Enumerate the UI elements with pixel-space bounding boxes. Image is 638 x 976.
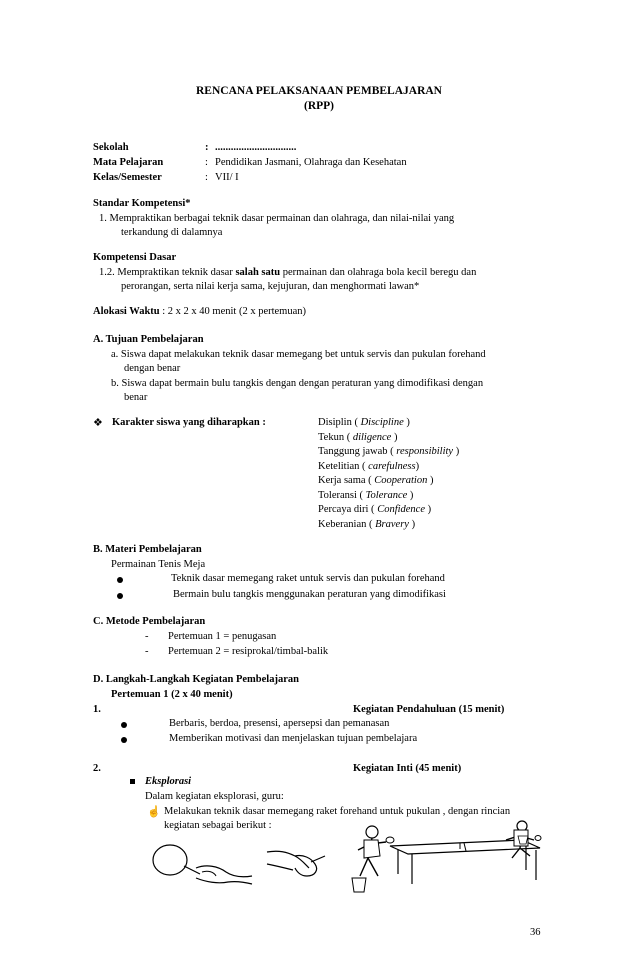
kd-line1: 1.2. Mempraktikan teknik dasar salah satu permainan dan olahraga bola kecil beregu dan bbox=[99, 267, 477, 278]
doc-subtitle: (RPP) bbox=[303, 100, 334, 112]
kd-line2: perorangan, serta nilai kerja sama, kejujuran, dan menghormati lawan* bbox=[121, 281, 420, 292]
square-bullet-icon bbox=[130, 779, 135, 784]
materi-sub: Permainan Tenis Meja bbox=[111, 559, 206, 570]
section-c-heading: C. Metode Pembelajaran bbox=[93, 616, 206, 627]
step1-number: 1. bbox=[93, 704, 101, 715]
karakter-item: Percaya diri ( Confidence ) bbox=[318, 504, 432, 515]
section-d-heading: D. Langkah-Langkah Kegiatan Pembelajaran bbox=[93, 674, 299, 685]
materi-item: Bermain bulu tangkis menggunakan peraturan yang dimodifikasi bbox=[173, 589, 446, 600]
sekolah-label: Sekolah bbox=[93, 142, 129, 153]
karakter-label: Karakter siswa yang diharapkan : bbox=[112, 417, 266, 428]
karakter-item: Ketelitian ( carefulness) bbox=[318, 460, 420, 472]
step2-title: Kegiatan Inti (45 menit) bbox=[353, 763, 462, 774]
step1-item: Memberikan motivasi dan menjelaskan tujuan pembelajara bbox=[169, 733, 418, 744]
metode-item: Pertemuan 2 = resiprokal/timbal-balik bbox=[168, 646, 329, 657]
tujuan-a-line1: a. Siswa dapat melakukan teknik dasar memegang bet untuk servis dan pukulan forehand bbox=[111, 349, 486, 360]
bullet-dot-icon bbox=[121, 737, 127, 743]
kd-heading: Kompetensi Dasar bbox=[93, 252, 177, 263]
karakter-item: Disiplin ( Discipline ) bbox=[318, 417, 410, 428]
eksplorasi-heading: Eksplorasi bbox=[145, 776, 192, 787]
karakter-item: Tekun ( diligence ) bbox=[318, 431, 398, 443]
sekolah-value: ............................... bbox=[215, 142, 297, 153]
alokasi-waktu: Alokasi Waktu : 2 x 2 x 40 menit (2 x pertemuan) bbox=[93, 306, 307, 317]
eksplorasi-item-line2: kegiatan sebagai berikut : bbox=[164, 820, 272, 831]
dash-bullet: - bbox=[145, 631, 149, 642]
tujuan-b-line2: benar bbox=[124, 392, 148, 403]
kelas-value: VII/ I bbox=[215, 172, 239, 183]
mapel-value: Pendidikan Jasmani, Olahraga dan Kesehatan bbox=[215, 157, 407, 168]
section-a-heading: A. Tujuan Pembelajaran bbox=[93, 334, 204, 345]
eksplorasi-item-line1: Melakukan teknik dasar memegang raket forehand untuk pukulan , dengan rincian bbox=[164, 806, 511, 817]
bat-grip-illustration bbox=[265, 842, 335, 882]
karakter-item: Keberanian ( Bravery ) bbox=[318, 518, 416, 530]
step1-title: Kegiatan Pendahuluan (15 menit) bbox=[353, 704, 505, 715]
karakter-item: Toleransi ( Tolerance ) bbox=[318, 489, 414, 501]
karakter-item: Tanggung jawab ( responsibility ) bbox=[318, 446, 460, 457]
meeting-title: Pertemuan 1 (2 x 40 menit) bbox=[111, 689, 233, 700]
mapel-label: Mata Pelajaran bbox=[93, 157, 164, 168]
materi-item: Teknik dasar memegang raket untuk servis dan pukulan forehand bbox=[171, 573, 445, 584]
bat-grip-illustration bbox=[148, 838, 258, 888]
sk-heading: Standar Kompetensi* bbox=[93, 198, 191, 209]
diamond-bullet-icon: ❖ bbox=[93, 417, 103, 429]
page-number: 36 bbox=[530, 927, 541, 938]
sekolah-colon: : bbox=[205, 142, 209, 153]
bullet-dot-icon bbox=[121, 722, 127, 728]
tujuan-b-line1: b. Siswa dapat bermain bulu tangkis dengan dengan peraturan yang dimodifikasi dengan bbox=[111, 378, 484, 389]
karakter-item: Kerja sama ( Cooperation ) bbox=[318, 475, 434, 486]
table-tennis-illustration bbox=[350, 818, 550, 894]
metode-item: Pertemuan 1 = penugasan bbox=[168, 631, 277, 642]
mapel-colon: : bbox=[205, 157, 208, 168]
tujuan-a-line2: dengan benar bbox=[124, 363, 181, 374]
sk-line2: terkandung di dalamnya bbox=[121, 227, 223, 238]
step2-number: 2. bbox=[93, 763, 101, 774]
bullet-dot-icon bbox=[117, 577, 123, 583]
hand-pointer-icon: ☝ bbox=[147, 806, 161, 818]
kelas-colon: : bbox=[205, 172, 208, 183]
bullet-dot-icon bbox=[117, 593, 123, 599]
sk-line1: 1. Mempraktikan berbagai teknik dasar permainan dan olahraga, dan nilai-nilai yang bbox=[99, 213, 455, 224]
step1-item: Berbaris, berdoa, presensi, apersepsi dan pemanasan bbox=[169, 718, 390, 729]
dash-bullet: - bbox=[145, 646, 149, 657]
section-b-heading: B. Materi Pembelajaran bbox=[93, 544, 202, 555]
kelas-label: Kelas/Semester bbox=[93, 172, 162, 183]
kd-emphasis: salah satu bbox=[235, 267, 281, 278]
eksplorasi-intro: Dalam kegiatan eksplorasi, guru: bbox=[145, 791, 284, 802]
doc-title: RENCANA PELAKSANAAN PEMBELAJARAN bbox=[196, 85, 442, 97]
